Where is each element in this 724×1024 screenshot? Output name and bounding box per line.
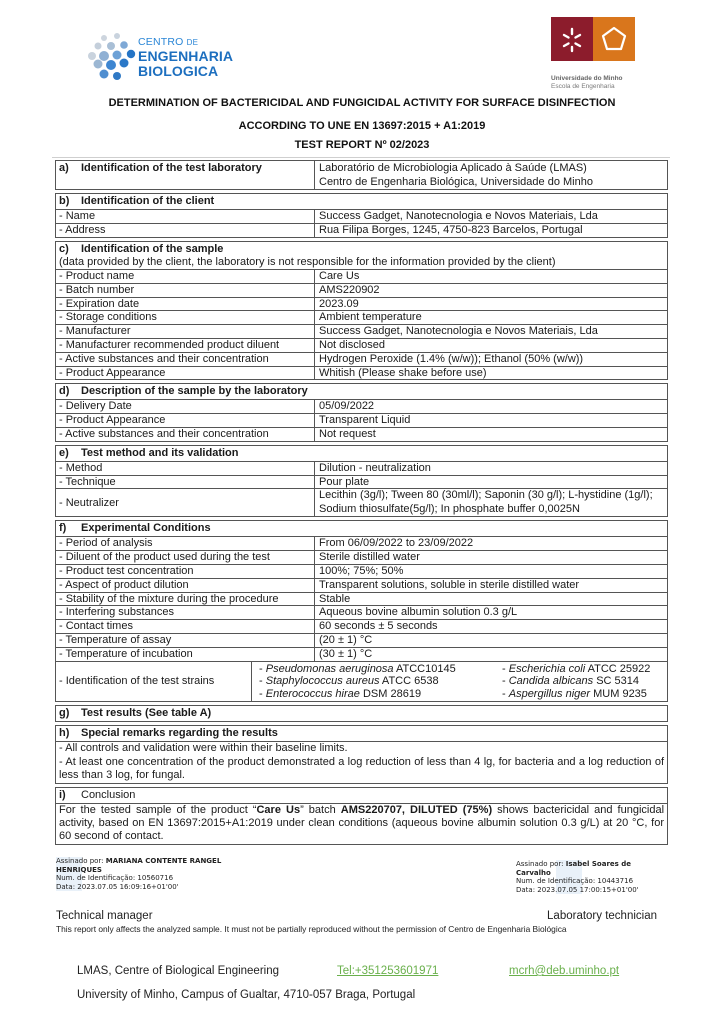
section-a-letter: a) bbox=[59, 162, 69, 174]
section-c-title: Identification of the sample bbox=[81, 242, 224, 255]
row-label: - Batch number bbox=[56, 284, 315, 297]
footer-organization: LMAS, Centre of Biological Engineering bbox=[77, 965, 280, 977]
signer-id: Num. de Identificação: 10560716 bbox=[56, 874, 174, 883]
row-label: - Active substances and their concentration bbox=[56, 428, 315, 441]
section-b-letter: b) bbox=[59, 195, 70, 207]
section-h-title: Special remarks regarding the results bbox=[81, 727, 278, 740]
table-row bbox=[56, 210, 667, 224]
section-i bbox=[55, 787, 668, 845]
row-label: - Address bbox=[56, 224, 315, 237]
table-row bbox=[56, 224, 667, 237]
report-number: TEST REPORT Nº 02/2023 bbox=[294, 139, 430, 151]
row-value: Rua Filipa Borges, 1245, 4750-823 Barcelos, Portugal bbox=[319, 223, 583, 236]
strain-item: - Aspergillus niger MUM 9235 bbox=[502, 687, 647, 700]
row-value: 100%; 75%; 50% bbox=[319, 565, 404, 578]
row-label: - Manufacturer bbox=[56, 325, 315, 338]
section-d-letter: d) bbox=[59, 385, 70, 398]
row-value: 60 seconds ± 5 seconds bbox=[319, 620, 438, 633]
disclaimer: This report only affects the analyzed sample. It must not be partially reproduced without the permission of Centro de Engenharia Biológica bbox=[56, 924, 567, 934]
row-label: - Contact times bbox=[56, 620, 315, 633]
row-label: - Product Appearance bbox=[56, 414, 315, 427]
row-value: AMS220902 bbox=[319, 283, 380, 296]
row-value: Whitish (Please shake before use) bbox=[319, 366, 487, 379]
section-g-title: Test results (See table A) bbox=[81, 707, 212, 720]
table-row bbox=[56, 551, 667, 565]
ceb-logo-line1-small: DE bbox=[186, 38, 199, 47]
row-label: - Stability of the mixture during the procedure bbox=[56, 593, 315, 606]
table-row bbox=[56, 606, 667, 620]
ceb-logo-line1: CENTRO bbox=[138, 36, 184, 48]
report-standard: ACCORDING TO UNE EN 13697:2015 + A1:2019 bbox=[238, 120, 486, 132]
table-row bbox=[56, 462, 667, 476]
row-label: - Interfering substances bbox=[56, 606, 315, 619]
table-row bbox=[56, 270, 667, 284]
lab-name: Laboratório de Microbiologia Aplicado à Saúde (LMAS) bbox=[319, 162, 587, 174]
row-label: - Product name bbox=[56, 270, 315, 283]
footer-phone-link[interactable]: Tel:+351253601971 bbox=[337, 965, 439, 977]
lab-institution: Centro de Engenharia Biológica, Universidade do Minho bbox=[319, 175, 593, 188]
uminho-pentagon-icon bbox=[593, 17, 635, 61]
conclusion-text: For the tested sample of the product “Care Us” batch AMS220707, DILUTED (75%) shows bactericidal and fungicidal activity, based on EN 13697:2015+A1:2019 under clean conditions (aqueous bovine albumin solution 0.3 g/L) at 20 °C, for 60 second of contact. bbox=[59, 804, 665, 843]
section-e bbox=[55, 445, 668, 518]
row-value: Care Us bbox=[319, 270, 360, 283]
title-divider bbox=[52, 157, 670, 158]
row-label: - Active substances and their concentration bbox=[56, 353, 315, 366]
row-label: - Method bbox=[56, 462, 315, 475]
row-value: Sterile distilled water bbox=[319, 551, 420, 564]
section-c-note: (data provided by the client, the laboratory is not responsible for the information provided by the client) bbox=[56, 256, 667, 271]
row-value: Pour plate bbox=[319, 475, 370, 488]
row-value: Ambient temperature bbox=[319, 311, 422, 324]
table-row bbox=[56, 298, 667, 312]
signer-name: MARIANA CONTENTE RANGEL bbox=[105, 857, 222, 865]
row-label: - Aspect of product dilution bbox=[56, 579, 315, 592]
row-value: Hydrogen Peroxide (1.4% (w/w)); Ethanol (50% (w/w)) bbox=[319, 352, 584, 365]
uminho-star-icon bbox=[551, 17, 593, 61]
signature-date: Data: 2023.07.05 17:00:15+01'00' bbox=[516, 885, 639, 894]
conclusion-batch: AMS220707, DILUTED (75%) bbox=[340, 804, 493, 817]
table-row bbox=[56, 537, 667, 551]
ceb-logo-line2: ENGENHARIA bbox=[138, 47, 234, 64]
table-row bbox=[56, 648, 667, 662]
row-label: - Diluent of the product used during the test bbox=[56, 551, 315, 564]
table-row bbox=[56, 489, 667, 516]
report-title: DETERMINATION OF BACTERICIDAL AND FUNGICIDAL ACTIVITY FOR SURFACE DISINFECTION bbox=[108, 97, 616, 109]
row-value: Aqueous bovine albumin solution 0.3 g/L bbox=[319, 606, 518, 619]
table-row bbox=[56, 620, 667, 634]
row-value: Dilution - neutralization bbox=[319, 461, 431, 474]
footer-address: University of Minho, Campus of Gualtar, 4710-057 Braga, Portugal bbox=[77, 989, 416, 1001]
section-c bbox=[55, 241, 668, 381]
table-row bbox=[56, 325, 667, 339]
uminho-caption bbox=[551, 75, 623, 91]
row-value: Not disclosed bbox=[319, 339, 386, 352]
table-row bbox=[56, 634, 667, 648]
table-row bbox=[56, 579, 667, 593]
row-value: Success Gadget, Nanotecnologia e Novos Materiais, Lda bbox=[319, 325, 598, 338]
section-a bbox=[55, 160, 668, 190]
role-laboratory-technician: Laboratory technician bbox=[547, 910, 657, 922]
strain-item: - Enterococcus hirae DSM 28619 bbox=[259, 687, 422, 700]
table-row bbox=[56, 400, 667, 414]
signature-left: Assinado por: MARIANA CONTENTE RANGEL HENRIQUES Num. de Identificação: 10560716 Data: 2023.07.05 16:09:16+01'00' bbox=[56, 857, 222, 891]
row-label: - Neutralizer bbox=[56, 489, 315, 516]
conclusion-product: Care Us bbox=[256, 804, 301, 817]
ceb-logo-line3: BIOLOGICA bbox=[138, 62, 219, 79]
table-row bbox=[56, 565, 667, 579]
section-i-letter: i) bbox=[59, 789, 66, 802]
row-label: - Temperature of incubation bbox=[56, 648, 315, 661]
signer-id: Num. de Identificação: 10443716 bbox=[516, 877, 634, 886]
uminho-logo bbox=[551, 17, 635, 61]
row-label: - Product test concentration bbox=[56, 565, 315, 578]
strain-item: - Staphylococcus aureus ATCC 6538 bbox=[259, 675, 439, 688]
row-label: - Technique bbox=[56, 476, 315, 489]
test-strains-row bbox=[56, 662, 667, 702]
row-value: Lecithin (3g/l); Tween 80 (30ml/l); Saponin (30 g/l); L-hystidine (1g/l); Sodium thiosulfate(5g/l); In phosphate buffer 0,0025N bbox=[319, 489, 653, 515]
section-h bbox=[55, 725, 668, 784]
table-row bbox=[56, 284, 667, 298]
remark-line: - At least one concentration of the product demonstrated a log reduction of less than 4 lg, for bacteria and a log reduction of less than 3 log, for fungal. bbox=[59, 756, 664, 782]
section-d-title: Description of the sample by the laboratory bbox=[81, 385, 308, 398]
signature-right: Assinado por: Isabel Soares de Carvalho Num. de Identificação: 10443716 Data: 2023.07.05 17:00:15+01'00' bbox=[516, 860, 639, 894]
section-h-letter: h) bbox=[59, 727, 70, 740]
row-value: (20 ± 1) °C bbox=[319, 634, 373, 647]
table-row bbox=[56, 353, 667, 367]
remark-line: - All controls and validation were within their baseline limits. bbox=[59, 742, 348, 755]
table-row bbox=[56, 367, 667, 380]
row-label: - Storage conditions bbox=[56, 311, 315, 324]
row-value: 05/09/2022 bbox=[319, 400, 375, 413]
section-f bbox=[55, 520, 668, 702]
row-label: - Delivery Date bbox=[56, 400, 315, 413]
section-e-title: Test method and its validation bbox=[81, 446, 239, 459]
role-technical-manager: Technical manager bbox=[56, 910, 153, 922]
signature-date: Data: 2023.07.05 16:09:16+01'00' bbox=[56, 882, 179, 891]
table-row bbox=[56, 428, 667, 441]
table-row bbox=[56, 414, 667, 428]
row-label: - Period of analysis bbox=[56, 537, 315, 550]
strain-item: - Pseudomonas aeruginosa ATCC10145 bbox=[259, 662, 456, 675]
table-row bbox=[56, 311, 667, 325]
ceb-logo bbox=[82, 28, 242, 88]
row-label: - Expiration date bbox=[56, 298, 315, 311]
table-row bbox=[56, 593, 667, 607]
row-value: From 06/09/2022 to 23/09/2022 bbox=[319, 537, 474, 550]
section-b-title: Identification of the client bbox=[81, 195, 215, 207]
row-value: Success Gadget, Nanotecnologia e Novos Materiais, Lda bbox=[319, 210, 598, 222]
footer-email-link[interactable]: mcrh@deb.uminho.pt bbox=[509, 965, 620, 977]
row-label: - Identification of the test strains bbox=[56, 662, 252, 702]
section-g-letter: g) bbox=[59, 707, 70, 720]
strains-column-1 bbox=[252, 662, 502, 702]
row-label: - Product Appearance bbox=[56, 367, 315, 380]
section-b bbox=[55, 193, 668, 238]
row-value: Transparent Liquid bbox=[319, 414, 411, 427]
section-a-title: Identification of the test laboratory bbox=[81, 162, 262, 174]
row-value: (30 ± 1) °C bbox=[319, 647, 373, 660]
section-c-letter: c) bbox=[59, 242, 69, 255]
strain-item: - Escherichia coli ATCC 25922 bbox=[502, 662, 651, 675]
section-d bbox=[55, 383, 668, 441]
section-i-title: Conclusion bbox=[81, 789, 136, 802]
table-row bbox=[56, 339, 667, 353]
row-label: - Manufacturer recommended product diluent bbox=[56, 339, 315, 352]
row-value: Transparent solutions, soluble in sterile distilled water bbox=[319, 578, 580, 591]
uminho-school: Escola de Engenharia bbox=[551, 83, 615, 90]
table-row bbox=[56, 476, 667, 490]
section-f-letter: f) bbox=[59, 522, 67, 535]
strains-column-2 bbox=[502, 662, 667, 702]
uminho-name: Universidade do Minho bbox=[551, 75, 623, 82]
row-value: Stable bbox=[319, 592, 351, 605]
signer-name: Isabel Soares de bbox=[565, 860, 632, 868]
row-label: - Name bbox=[56, 210, 315, 223]
section-f-title: Experimental Conditions bbox=[81, 522, 211, 535]
report-table bbox=[55, 160, 668, 845]
row-label: - Temperature of assay bbox=[56, 634, 315, 647]
ceb-molecule-icon bbox=[82, 28, 138, 88]
row-value: 2023.09 bbox=[319, 297, 359, 310]
row-value: Not request bbox=[319, 428, 376, 441]
section-e-letter: e) bbox=[59, 446, 69, 459]
section-g bbox=[55, 705, 668, 722]
strain-item: - Candida albicans SC 5314 bbox=[502, 675, 639, 688]
